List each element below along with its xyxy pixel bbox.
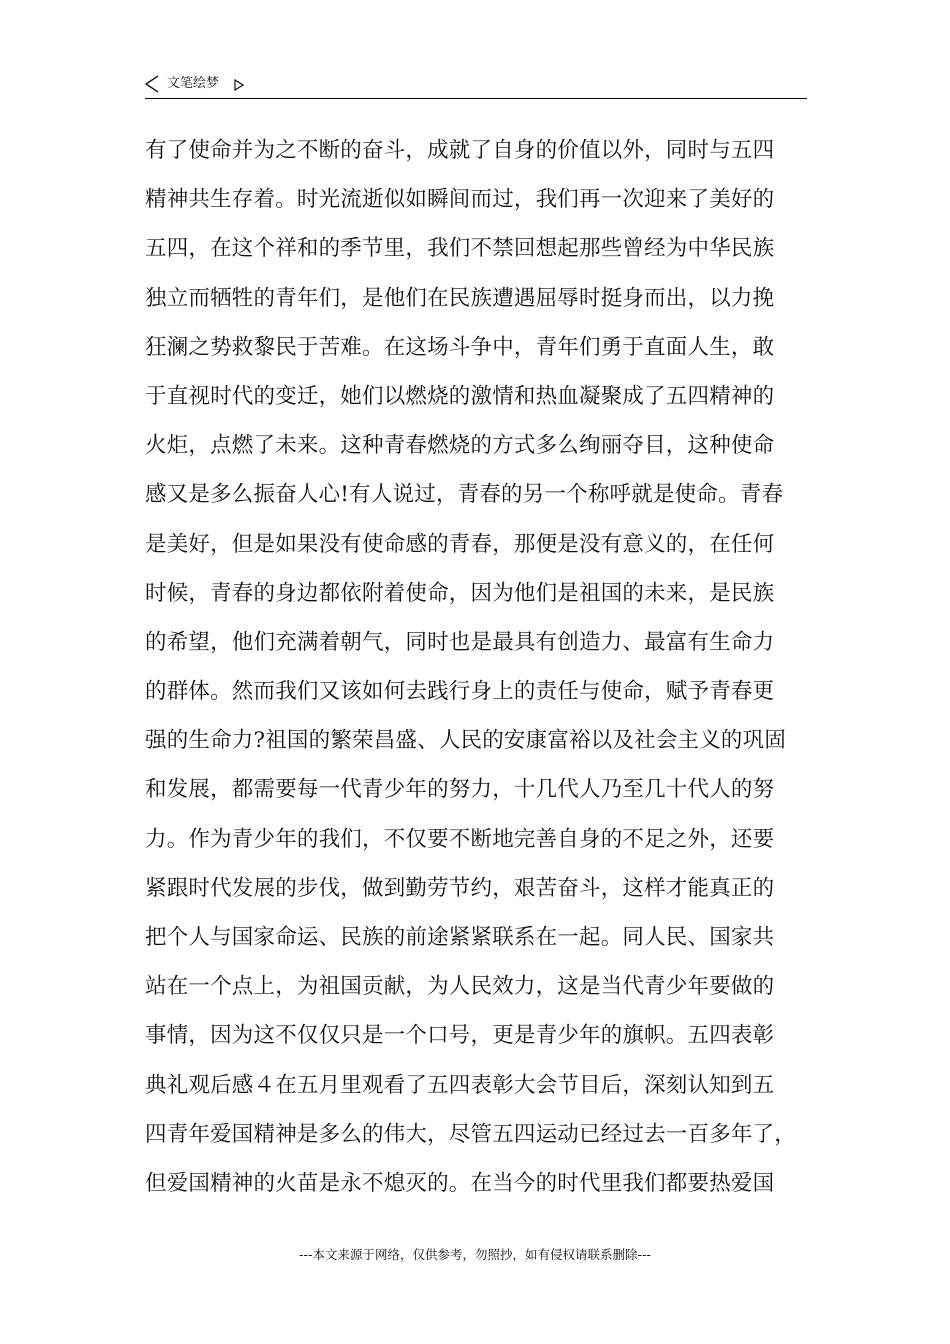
body-line: 狂澜之势救黎民于苦难。在这场斗争中，青年们勇于直面人生，敢 — [145, 334, 775, 360]
right-triangle-icon — [234, 76, 244, 88]
body-line: 但爱国精神的火苗是永不熄灭的。在当今的时代里我们都要热爱国 — [145, 1170, 775, 1196]
left-triangle-icon — [145, 75, 159, 93]
body-line: 的群体。然而我们又该如何去践行身上的责任与使命，赋予青春更 — [145, 679, 775, 705]
body-line: 感又是多么振奋人心!有人说过，青春的另一个称呼就是使命。青春 — [145, 482, 784, 508]
body-line: 四青年爱国精神是多么的伟大，尽管五四运动已经过去一百多年了， — [145, 1121, 797, 1147]
body-line: 的希望，他们充满着朝气，同时也是最具有创造力、最富有生命力 — [145, 629, 775, 655]
body-line: 典礼观后感４在五月里观看了五四表彰大会节目后，深刻认知到五 — [145, 1072, 775, 1098]
page-header — [145, 74, 807, 99]
body-line: 和发展，都需要每一代青少年的努力，十几代人乃至几十代人的努 — [145, 777, 775, 803]
body-line: 是美好，但是如果没有使命感的青春，那便是没有意义的，在任何 — [145, 531, 775, 557]
body-line: 五四，在这个祥和的季节里，我们不禁回想起那些曾经为中华民族 — [145, 236, 775, 262]
body-line: 独立而牺牲的青年们，是他们在民族遭遇屈辱时挺身而出，以力挽 — [145, 285, 775, 311]
header-title: 文笔绘梦 — [167, 76, 220, 91]
body-line: 有了使命并为之不断的奋斗，成就了自身的价值以外，同时与五四 — [145, 138, 775, 163]
body-line: 时候，青春的身边都依附着使命，因为他们是祖国的未来，是民族 — [145, 580, 775, 606]
body-line: 精神共生存着。时光流逝似如瞬间而过，我们再一次迎来了美好的 — [145, 187, 775, 213]
body-line: 力。作为青少年的我们，不仅要不断地完善自身的不足之外，还要 — [145, 826, 775, 852]
body-line: 紧跟时代发展的步伐，做到勤劳节约，艰苦奋斗，这样才能真正的 — [145, 875, 775, 901]
body-line: 事情，因为这不仅仅只是一个口号，更是青少年的旗帜。五四表彰 — [145, 1023, 775, 1049]
document-body — [145, 126, 807, 1208]
body-line: 于直视时代的变迁，她们以燃烧的激情和热血凝聚成了五四精神的 — [145, 383, 775, 409]
body-line: 把个人与国家命运、民族的前途紧紧联系在一起。同人民、国家共 — [145, 925, 775, 950]
body-line: 站在一个点上，为祖国贡献，为人民效力，这是当代青少年要做的 — [145, 974, 775, 1000]
body-line: 强的生命力?祖国的繁荣昌盛、人民的安康富裕以及社会主义的巩固 — [145, 728, 787, 754]
body-line: 火炬，点燃了未来。这种青春燃烧的方式多么绚丽夺目，这种使命 — [145, 433, 775, 459]
page-footer: ---本文来源于网络，仅供参考，勿照抄，如有侵权请联系删除--- — [298, 1247, 652, 1262]
